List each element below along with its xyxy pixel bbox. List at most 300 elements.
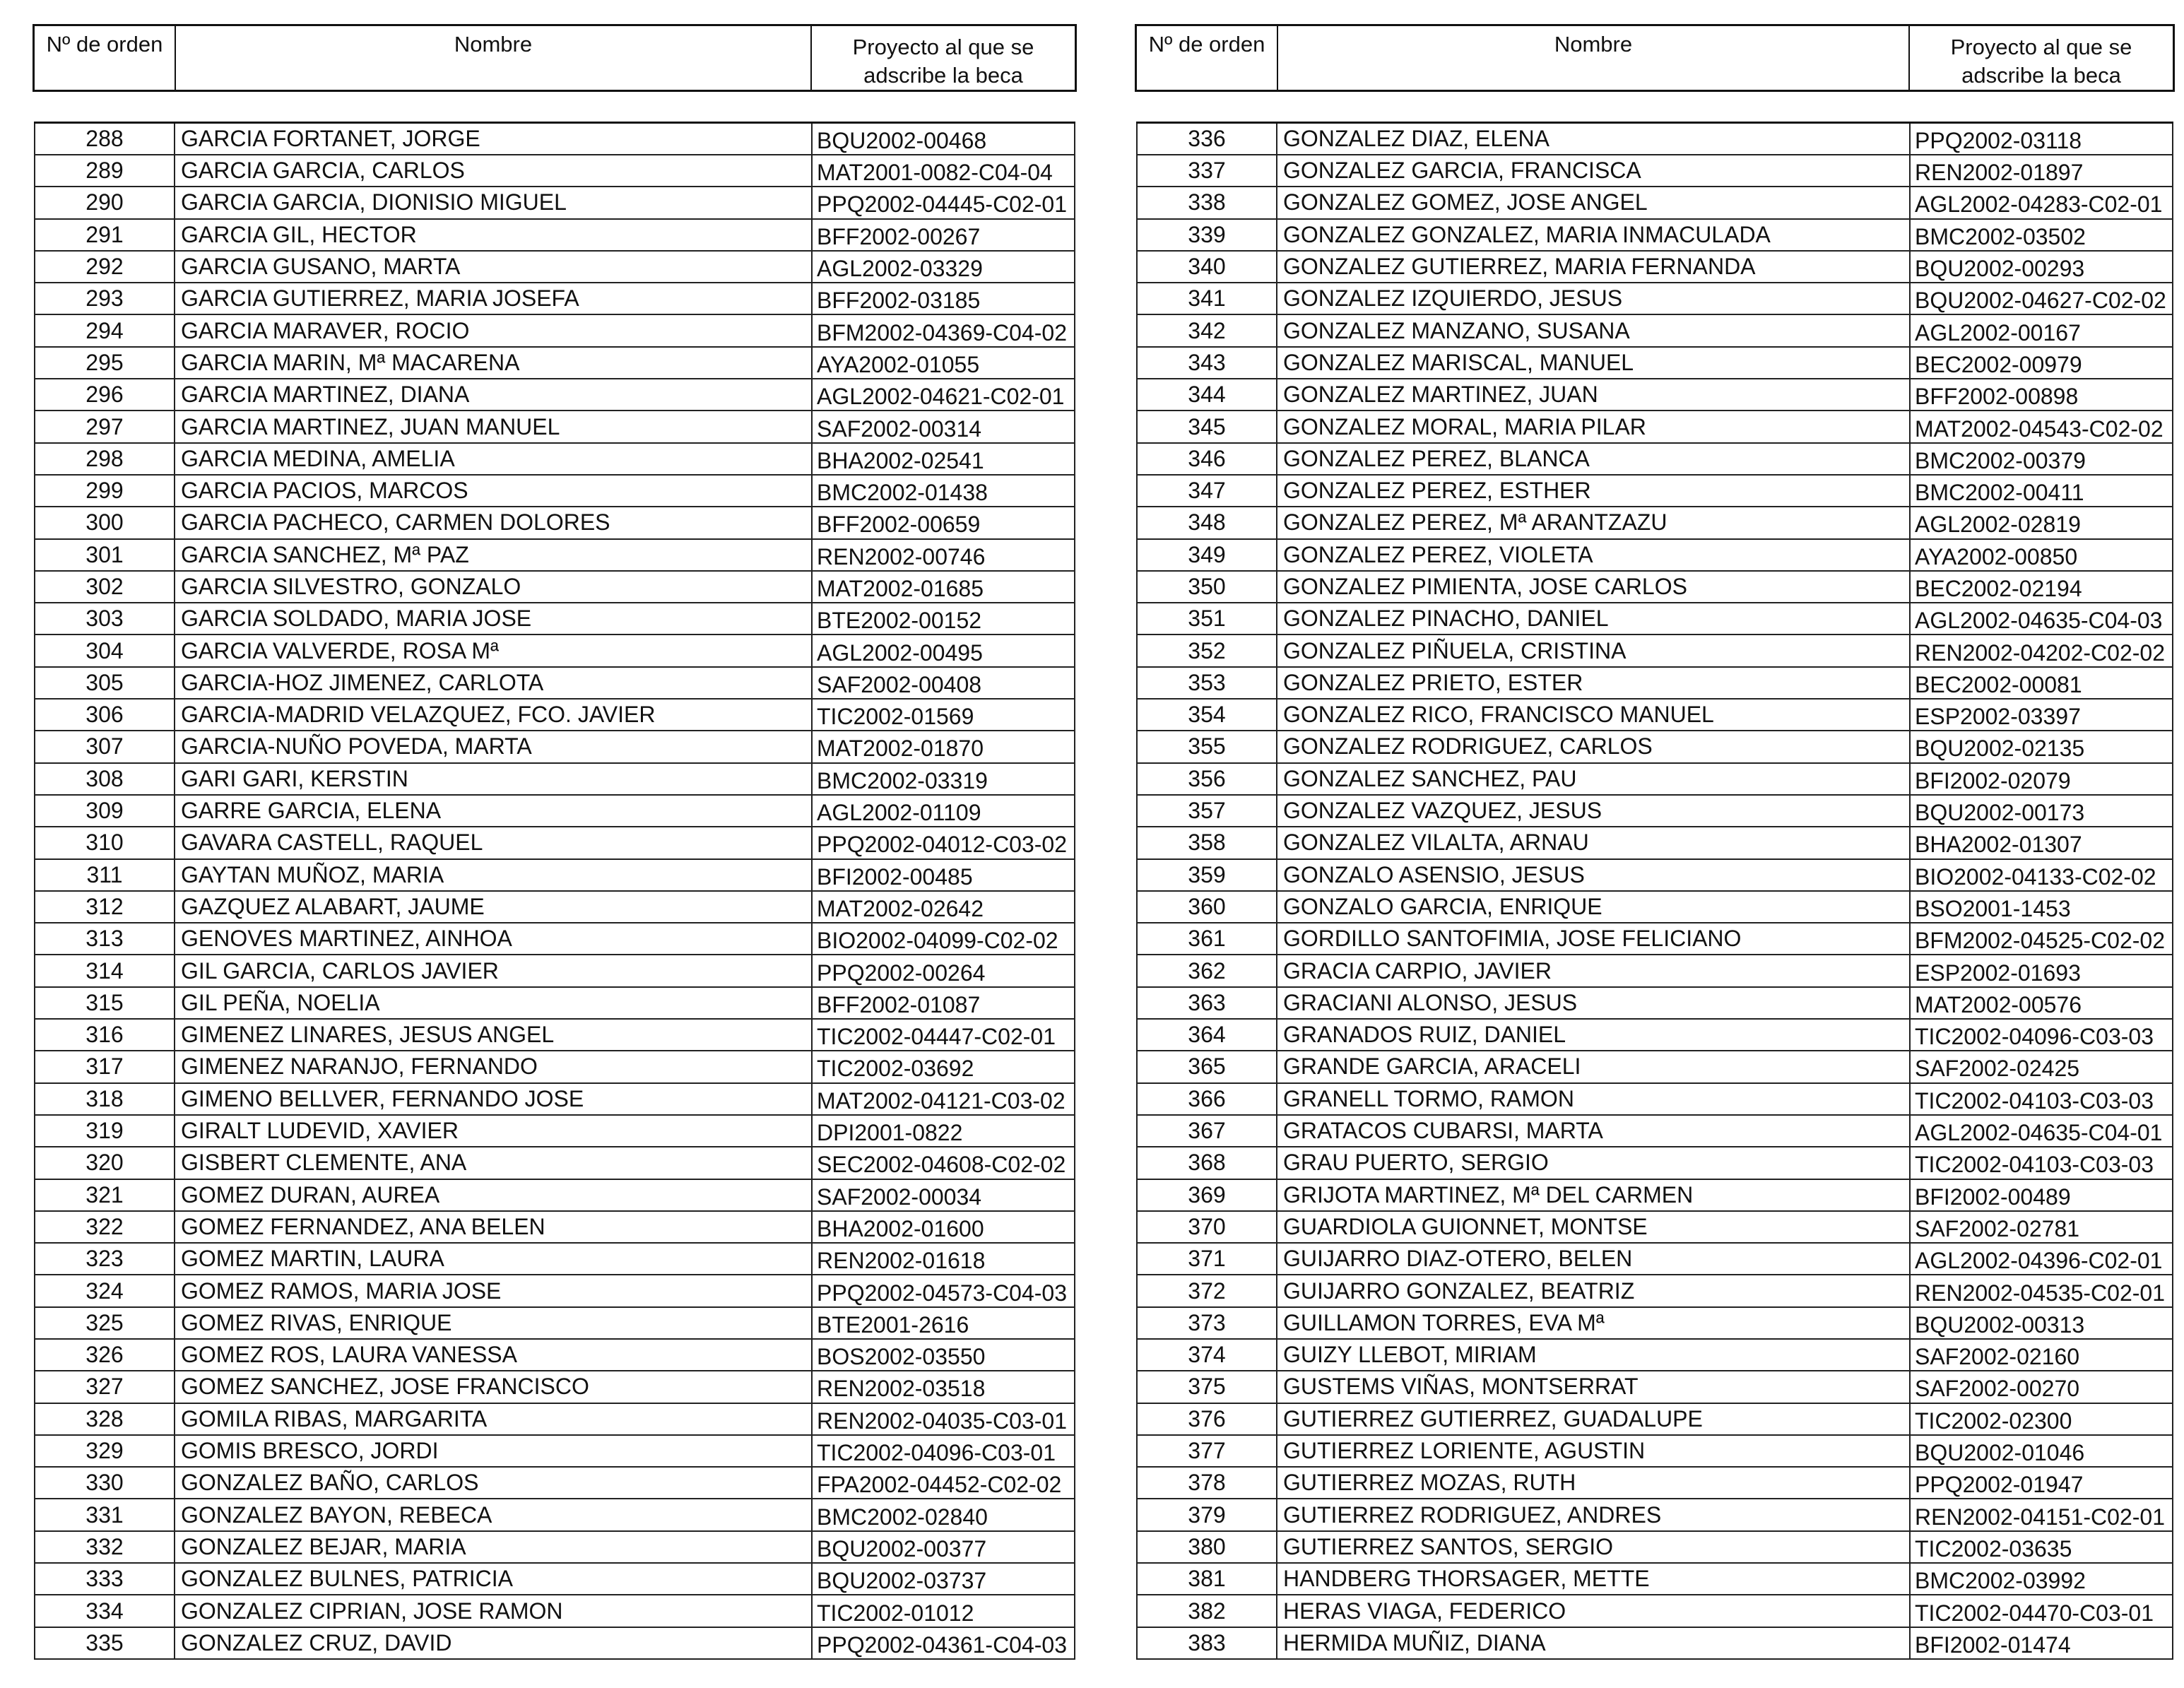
table-row: [1137, 923, 2173, 955]
project-cell: MAT2002-02642: [812, 891, 1075, 923]
order-number-cell: 295: [35, 347, 175, 379]
project-cell: BQU2002-00173: [1910, 795, 2173, 827]
name-cell: GONZALEZ MARTINEZ, JUAN: [1277, 379, 1910, 411]
order-number-cell: 335: [35, 1627, 175, 1659]
project-cell: BHA2002-01307: [1910, 827, 2173, 858]
header-project-line1: Proyecto al que se: [852, 35, 1034, 59]
name-cell: GONZALEZ GONZALEZ, MARIA INMACULADA: [1277, 219, 1910, 251]
table-row: [1137, 1211, 2173, 1243]
project-cell: BOS2002-03550: [812, 1339, 1075, 1371]
order-number-cell: 378: [1137, 1467, 1277, 1499]
order-number-cell: 320: [35, 1147, 175, 1179]
name-cell: GONZALEZ BAYON, REBECA: [175, 1499, 812, 1530]
table-row: [35, 571, 1075, 603]
project-cell: BQU2002-00468: [812, 123, 1075, 155]
table-row: [35, 219, 1075, 251]
table-row: [35, 1083, 1075, 1115]
name-cell: GONZALEZ GOMEZ, JOSE ANGEL: [1277, 187, 1910, 218]
table-row: [35, 1019, 1075, 1051]
table-row: [35, 955, 1075, 986]
project-cell: ESP2002-01693: [1910, 955, 2173, 986]
name-cell: GOMEZ RIVAS, ENRIQUE: [175, 1307, 812, 1339]
project-cell: AGL2002-00167: [1910, 314, 2173, 346]
table-row: [35, 731, 1075, 762]
left-table-header: [33, 24, 1077, 92]
order-number-cell: 304: [35, 635, 175, 666]
project-cell: REN2002-04151-C02-01: [1910, 1499, 2173, 1530]
project-cell: SAF2002-00034: [812, 1179, 1075, 1211]
project-cell: TIC2002-04096-C03-01: [812, 1435, 1075, 1467]
table-row: [1137, 314, 2173, 346]
project-cell: REN2002-04202-C02-02: [1910, 635, 2173, 666]
table-row: [1137, 1499, 2173, 1530]
order-number-cell: 336: [1137, 123, 1277, 155]
table-row: [35, 1563, 1075, 1595]
project-cell: TIC2002-02300: [1910, 1403, 2173, 1435]
order-number-cell: 297: [35, 411, 175, 442]
name-cell: GARCIA FORTANET, JORGE: [175, 123, 812, 155]
order-number-cell: 319: [35, 1115, 175, 1147]
project-cell: PPQ2002-01947: [1910, 1467, 2173, 1499]
order-number-cell: 298: [35, 443, 175, 475]
table-row: [35, 987, 1075, 1019]
name-cell: GONZALO GARCIA, ENRIQUE: [1277, 891, 1910, 923]
table-row: [35, 187, 1075, 218]
name-cell: GONZALEZ MANZANO, SUSANA: [1277, 314, 1910, 346]
table-row: [35, 1595, 1075, 1627]
table-row: [1137, 219, 2173, 251]
order-number-cell: 342: [1137, 314, 1277, 346]
order-number-cell: 329: [35, 1435, 175, 1467]
name-cell: GONZALEZ PEREZ, Mª ARANTZAZU: [1277, 507, 1910, 538]
name-cell: GARCIA MARTINEZ, JUAN MANUEL: [175, 411, 812, 442]
project-cell: SAF2002-00314: [812, 411, 1075, 442]
name-cell: GIRALT LUDEVID, XAVIER: [175, 1115, 812, 1147]
project-cell: BIO2002-04099-C02-02: [812, 923, 1075, 955]
project-cell: BQU2002-00377: [812, 1531, 1075, 1563]
table-row: [35, 923, 1075, 955]
name-cell: GARCIA MARIN, Mª MACARENA: [175, 347, 812, 379]
left-table: [34, 122, 1075, 1660]
table-row: [1137, 859, 2173, 891]
project-cell: MAT2002-00576: [1910, 987, 2173, 1019]
table-row: [1137, 1147, 2173, 1179]
table-row: [1137, 1627, 2173, 1659]
order-number-cell: 288: [35, 123, 175, 155]
table-row: [1137, 699, 2173, 731]
name-cell: GRANDE GARCIA, ARACELI: [1277, 1051, 1910, 1082]
table-row: [35, 379, 1075, 411]
table-row: [35, 1243, 1075, 1275]
name-cell: GONZALEZ GARCIA, FRANCISCA: [1277, 155, 1910, 187]
name-cell: GOMEZ MARTIN, LAURA: [175, 1243, 812, 1275]
table-row: [1137, 891, 2173, 923]
table-row: [1137, 507, 2173, 538]
project-cell: BSO2001-1453: [1910, 891, 2173, 923]
order-number-cell: 368: [1137, 1147, 1277, 1179]
project-cell: BTE2002-00152: [812, 603, 1075, 635]
name-cell: GONZALEZ PEREZ, ESTHER: [1277, 475, 1910, 507]
table-row: [1137, 603, 2173, 635]
project-cell: AGL2002-02819: [1910, 507, 2173, 538]
project-cell: BEC2002-00979: [1910, 347, 2173, 379]
table-row: [1137, 1531, 2173, 1563]
order-number-cell: 377: [1137, 1435, 1277, 1467]
table-row: [1137, 1051, 2173, 1082]
name-cell: GUTIERREZ RODRIGUEZ, ANDRES: [1277, 1499, 1910, 1530]
order-number-cell: 381: [1137, 1563, 1277, 1595]
name-cell: GOMEZ DURAN, AUREA: [175, 1179, 812, 1211]
name-cell: GOMEZ RAMOS, MARIA JOSE: [175, 1275, 812, 1306]
project-cell: AGL2002-04635-C04-03: [1910, 603, 2173, 635]
table-row: [1137, 763, 2173, 795]
name-cell: GARCIA-MADRID VELAZQUEZ, FCO. JAVIER: [175, 699, 812, 731]
order-number-cell: 302: [35, 571, 175, 603]
project-cell: REN2002-04535-C02-01: [1910, 1275, 2173, 1306]
name-cell: GONZALEZ VILALTA, ARNAU: [1277, 827, 1910, 858]
project-cell: BFF2002-03185: [812, 283, 1075, 314]
name-cell: HERAS VIAGA, FEDERICO: [1277, 1595, 1910, 1627]
name-cell: GONZALEZ RICO, FRANCISCO MANUEL: [1277, 699, 1910, 731]
order-number-cell: 341: [1137, 283, 1277, 314]
order-number-cell: 379: [1137, 1499, 1277, 1530]
name-cell: GARCIA MEDINA, AMELIA: [175, 443, 812, 475]
order-number-cell: 363: [1137, 987, 1277, 1019]
name-cell: GENOVES MARTINEZ, AINHOA: [175, 923, 812, 955]
table-row: [1137, 1435, 2173, 1467]
project-cell: MAT2002-01870: [812, 731, 1075, 762]
name-cell: GARCIA PACIOS, MARCOS: [175, 475, 812, 507]
header-project-line2: adscribe la beca: [863, 63, 1023, 88]
name-cell: GUILLAMON TORRES, EVA Mª: [1277, 1307, 1910, 1339]
name-cell: GONZALEZ CRUZ, DAVID: [175, 1627, 812, 1659]
table-row: [1137, 283, 2173, 314]
table-row: [1137, 379, 2173, 411]
order-number-cell: 339: [1137, 219, 1277, 251]
order-number-cell: 374: [1137, 1339, 1277, 1371]
order-number-cell: 326: [35, 1339, 175, 1371]
name-cell: GIL GARCIA, CARLOS JAVIER: [175, 955, 812, 986]
name-cell: GOMEZ ROS, LAURA VANESSA: [175, 1339, 812, 1371]
project-cell: BMC2002-01438: [812, 475, 1075, 507]
name-cell: GRIJOTA MARTINEZ, Mª DEL CARMEN: [1277, 1179, 1910, 1211]
project-cell: SAF2002-02160: [1910, 1339, 2173, 1371]
name-cell: GONZALEZ DIAZ, ELENA: [1277, 123, 1910, 155]
table-row: [35, 283, 1075, 314]
name-cell: GUIJARRO GONZALEZ, BEATRIZ: [1277, 1275, 1910, 1306]
name-cell: GONZALEZ IZQUIERDO, JESUS: [1277, 283, 1910, 314]
name-cell: HERMIDA MUÑIZ, DIANA: [1277, 1627, 1910, 1659]
table-row: [1137, 987, 2173, 1019]
order-number-cell: 380: [1137, 1531, 1277, 1563]
name-cell: GARCIA GIL, HECTOR: [175, 219, 812, 251]
name-cell: GUARDIOLA GUIONNET, MONTSE: [1277, 1211, 1910, 1243]
name-cell: GOMIS BRESCO, JORDI: [175, 1435, 812, 1467]
table-row: [1137, 411, 2173, 442]
project-cell: MAT2002-04121-C03-02: [812, 1083, 1075, 1115]
project-cell: REN2002-04035-C03-01: [812, 1403, 1075, 1435]
table-row: [1137, 347, 2173, 379]
name-cell: GAVARA CASTELL, RAQUEL: [175, 827, 812, 858]
project-cell: FPA2002-04452-C02-02: [812, 1467, 1075, 1499]
name-cell: GIL PEÑA, NOELIA: [175, 987, 812, 1019]
table-row: [1137, 187, 2173, 218]
name-cell: GOMEZ FERNANDEZ, ANA BELEN: [175, 1211, 812, 1243]
name-cell: GARCIA GUSANO, MARTA: [175, 251, 812, 283]
table-row: [1137, 539, 2173, 571]
name-cell: GIMENEZ NARANJO, FERNANDO: [175, 1051, 812, 1082]
order-number-cell: 344: [1137, 379, 1277, 411]
name-cell: GONZALEZ CIPRIAN, JOSE RAMON: [175, 1595, 812, 1627]
order-number-cell: 313: [35, 923, 175, 955]
name-cell: GARCIA GARCIA, CARLOS: [175, 155, 812, 187]
project-cell: MAT2002-01685: [812, 571, 1075, 603]
project-cell: PPQ2002-03118: [1910, 123, 2173, 155]
order-number-cell: 382: [1137, 1595, 1277, 1627]
name-cell: GARCIA MARTINEZ, DIANA: [175, 379, 812, 411]
name-cell: GRANADOS RUIZ, DANIEL: [1277, 1019, 1910, 1051]
table-row: [35, 123, 1075, 155]
order-number-cell: 322: [35, 1211, 175, 1243]
table-row: [1137, 251, 2173, 283]
order-number-cell: 353: [1137, 667, 1277, 699]
table-row: [1137, 443, 2173, 475]
project-cell: AGL2002-04396-C02-01: [1910, 1243, 2173, 1275]
project-cell: BMC2002-02840: [812, 1499, 1075, 1530]
table-row: [35, 603, 1075, 635]
header-name: Nombre: [1278, 26, 1910, 90]
project-cell: BHA2002-01600: [812, 1211, 1075, 1243]
name-cell: GONZALEZ BAÑO, CARLOS: [175, 1467, 812, 1499]
table-row: [35, 1339, 1075, 1371]
table-row: [35, 1467, 1075, 1499]
project-cell: BQU2002-00293: [1910, 251, 2173, 283]
table-row: [35, 314, 1075, 346]
name-cell: GRANELL TORMO, RAMON: [1277, 1083, 1910, 1115]
order-number-cell: 293: [35, 283, 175, 314]
name-cell: GONZALEZ MARISCAL, MANUEL: [1277, 347, 1910, 379]
name-cell: GIMENO BELLVER, FERNANDO JOSE: [175, 1083, 812, 1115]
project-cell: BMC2002-03319: [812, 763, 1075, 795]
order-number-cell: 348: [1137, 507, 1277, 538]
order-number-cell: 328: [35, 1403, 175, 1435]
name-cell: GRAU PUERTO, SERGIO: [1277, 1147, 1910, 1179]
project-cell: SAF2002-00270: [1910, 1371, 2173, 1403]
table-row: [1137, 1243, 2173, 1275]
header-order-number: Nº de orden: [1137, 26, 1278, 90]
name-cell: GARCIA MARAVER, ROCIO: [175, 314, 812, 346]
order-number-cell: 337: [1137, 155, 1277, 187]
order-number-cell: 318: [35, 1083, 175, 1115]
table-row: [35, 1531, 1075, 1563]
name-cell: GUIJARRO DIAZ-OTERO, BELEN: [1277, 1243, 1910, 1275]
order-number-cell: 301: [35, 539, 175, 571]
order-number-cell: 349: [1137, 539, 1277, 571]
name-cell: GONZALO ASENSIO, JESUS: [1277, 859, 1910, 891]
name-cell: GOMEZ SANCHEZ, JOSE FRANCISCO: [175, 1371, 812, 1403]
project-cell: BFI2002-00489: [1910, 1179, 2173, 1211]
order-number-cell: 307: [35, 731, 175, 762]
project-cell: AGL2002-00495: [812, 635, 1075, 666]
table-row: [1137, 731, 2173, 762]
project-cell: BMC2002-00379: [1910, 443, 2173, 475]
order-number-cell: 346: [1137, 443, 1277, 475]
order-number-cell: 340: [1137, 251, 1277, 283]
table-row: [35, 827, 1075, 858]
order-number-cell: 347: [1137, 475, 1277, 507]
right-table: [1136, 122, 2173, 1660]
project-cell: BFM2002-04369-C04-02: [812, 314, 1075, 346]
order-number-cell: 357: [1137, 795, 1277, 827]
order-number-cell: 303: [35, 603, 175, 635]
name-cell: GONZALEZ PIMIENTA, JOSE CARLOS: [1277, 571, 1910, 603]
name-cell: GRACIANI ALONSO, JESUS: [1277, 987, 1910, 1019]
name-cell: GONZALEZ RODRIGUEZ, CARLOS: [1277, 731, 1910, 762]
table-row: [1137, 827, 2173, 858]
order-number-cell: 312: [35, 891, 175, 923]
order-number-cell: 330: [35, 1467, 175, 1499]
order-number-cell: 327: [35, 1371, 175, 1403]
order-number-cell: 309: [35, 795, 175, 827]
order-number-cell: 354: [1137, 699, 1277, 731]
table-row: [35, 475, 1075, 507]
project-cell: BMC2002-03992: [1910, 1563, 2173, 1595]
order-number-cell: 325: [35, 1307, 175, 1339]
table-row: [35, 1179, 1075, 1211]
table-row: [1137, 123, 2173, 155]
order-number-cell: 360: [1137, 891, 1277, 923]
table-row: [1137, 1115, 2173, 1147]
table-row: [35, 1211, 1075, 1243]
header-project: [812, 26, 1075, 90]
table-row: [35, 667, 1075, 699]
project-cell: AYA2002-01055: [812, 347, 1075, 379]
table-row: [1137, 475, 2173, 507]
table-row: [35, 1435, 1075, 1467]
order-number-cell: 317: [35, 1051, 175, 1082]
order-number-cell: 373: [1137, 1307, 1277, 1339]
order-number-cell: 358: [1137, 827, 1277, 858]
project-cell: AGL2002-04283-C02-01: [1910, 187, 2173, 218]
table-row: [1137, 1371, 2173, 1403]
project-cell: AGL2002-04635-C04-01: [1910, 1115, 2173, 1147]
name-cell: GARCIA-HOZ JIMENEZ, CARLOTA: [175, 667, 812, 699]
project-cell: TIC2002-01012: [812, 1595, 1075, 1627]
name-cell: GONZALEZ BEJAR, MARIA: [175, 1531, 812, 1563]
order-number-cell: 371: [1137, 1243, 1277, 1275]
project-cell: DPI2001-0822: [812, 1115, 1075, 1147]
table-row: [1137, 1563, 2173, 1595]
table-row: [35, 1115, 1075, 1147]
project-cell: TIC2002-04470-C03-01: [1910, 1595, 2173, 1627]
name-cell: GUTIERREZ GUTIERREZ, GUADALUPE: [1277, 1403, 1910, 1435]
right-table-header: [1135, 24, 2175, 92]
order-number-cell: 324: [35, 1275, 175, 1306]
project-cell: BFI2002-01474: [1910, 1627, 2173, 1659]
name-cell: GUSTEMS VIÑAS, MONTSERRAT: [1277, 1371, 1910, 1403]
table-row: [1137, 1179, 2173, 1211]
project-cell: BFI2002-02079: [1910, 763, 2173, 795]
project-cell: BFF2002-00898: [1910, 379, 2173, 411]
project-cell: TIC2002-04103-C03-03: [1910, 1147, 2173, 1179]
project-cell: AGL2002-03329: [812, 251, 1075, 283]
project-cell: TIC2002-01569: [812, 699, 1075, 731]
name-cell: GUIZY LLEBOT, MIRIAM: [1277, 1339, 1910, 1371]
name-cell: GARCIA SILVESTRO, GONZALO: [175, 571, 812, 603]
project-cell: REN2002-01897: [1910, 155, 2173, 187]
name-cell: GONZALEZ BULNES, PATRICIA: [175, 1563, 812, 1595]
order-number-cell: 355: [1137, 731, 1277, 762]
table-row: [35, 1627, 1075, 1659]
name-cell: GONZALEZ GUTIERREZ, MARIA FERNANDA: [1277, 251, 1910, 283]
header-order-number: Nº de orden: [35, 26, 176, 90]
name-cell: GARCIA-NUÑO POVEDA, MARTA: [175, 731, 812, 762]
name-cell: GIMENEZ LINARES, JESUS ANGEL: [175, 1019, 812, 1051]
project-cell: TIC2002-03635: [1910, 1531, 2173, 1563]
order-number-cell: 365: [1137, 1051, 1277, 1082]
project-cell: BQU2002-01046: [1910, 1435, 2173, 1467]
name-cell: GARI GARI, KERSTIN: [175, 763, 812, 795]
table-row: [1137, 1019, 2173, 1051]
name-cell: GRACIA CARPIO, JAVIER: [1277, 955, 1910, 986]
order-number-cell: 311: [35, 859, 175, 891]
project-cell: SAF2002-02425: [1910, 1051, 2173, 1082]
project-cell: MAT2001-0082-C04-04: [812, 155, 1075, 187]
order-number-cell: 323: [35, 1243, 175, 1275]
project-cell: TIC2002-04103-C03-03: [1910, 1083, 2173, 1115]
project-cell: PPQ2002-00264: [812, 955, 1075, 986]
name-cell: GONZALEZ PINACHO, DANIEL: [1277, 603, 1910, 635]
project-cell: SAF2002-00408: [812, 667, 1075, 699]
order-number-cell: 366: [1137, 1083, 1277, 1115]
project-cell: TIC2002-04096-C03-03: [1910, 1019, 2173, 1051]
table-row: [35, 1147, 1075, 1179]
project-cell: BFM2002-04525-C02-02: [1910, 923, 2173, 955]
table-row: [35, 1307, 1075, 1339]
project-cell: BIO2002-04133-C02-02: [1910, 859, 2173, 891]
order-number-cell: 296: [35, 379, 175, 411]
table-row: [35, 347, 1075, 379]
project-cell: BTE2001-2616: [812, 1307, 1075, 1339]
order-number-cell: 310: [35, 827, 175, 858]
table-row: [35, 763, 1075, 795]
order-number-cell: 338: [1137, 187, 1277, 218]
project-cell: BQU2002-02135: [1910, 731, 2173, 762]
table-row: [1137, 667, 2173, 699]
name-cell: GRATACOS CUBARSI, MARTA: [1277, 1115, 1910, 1147]
project-cell: PPQ2002-04361-C04-03: [812, 1627, 1075, 1659]
order-number-cell: 367: [1137, 1115, 1277, 1147]
order-number-cell: 333: [35, 1563, 175, 1595]
order-number-cell: 352: [1137, 635, 1277, 666]
name-cell: GUTIERREZ LORIENTE, AGUSTIN: [1277, 1435, 1910, 1467]
project-cell: TIC2002-04447-C02-01: [812, 1019, 1075, 1051]
header-name: Nombre: [176, 26, 812, 90]
order-number-cell: 343: [1137, 347, 1277, 379]
table-row: [35, 635, 1075, 666]
project-cell: BMC2002-00411: [1910, 475, 2173, 507]
order-number-cell: 290: [35, 187, 175, 218]
order-number-cell: 369: [1137, 1179, 1277, 1211]
project-cell: BFF2002-00659: [812, 507, 1075, 538]
table-row: [35, 507, 1075, 538]
order-number-cell: 362: [1137, 955, 1277, 986]
table-row: [35, 891, 1075, 923]
table-row: [1137, 635, 2173, 666]
project-cell: PPQ2002-04445-C02-01: [812, 187, 1075, 218]
name-cell: GAZQUEZ ALABART, JAUME: [175, 891, 812, 923]
project-cell: REN2002-03518: [812, 1371, 1075, 1403]
